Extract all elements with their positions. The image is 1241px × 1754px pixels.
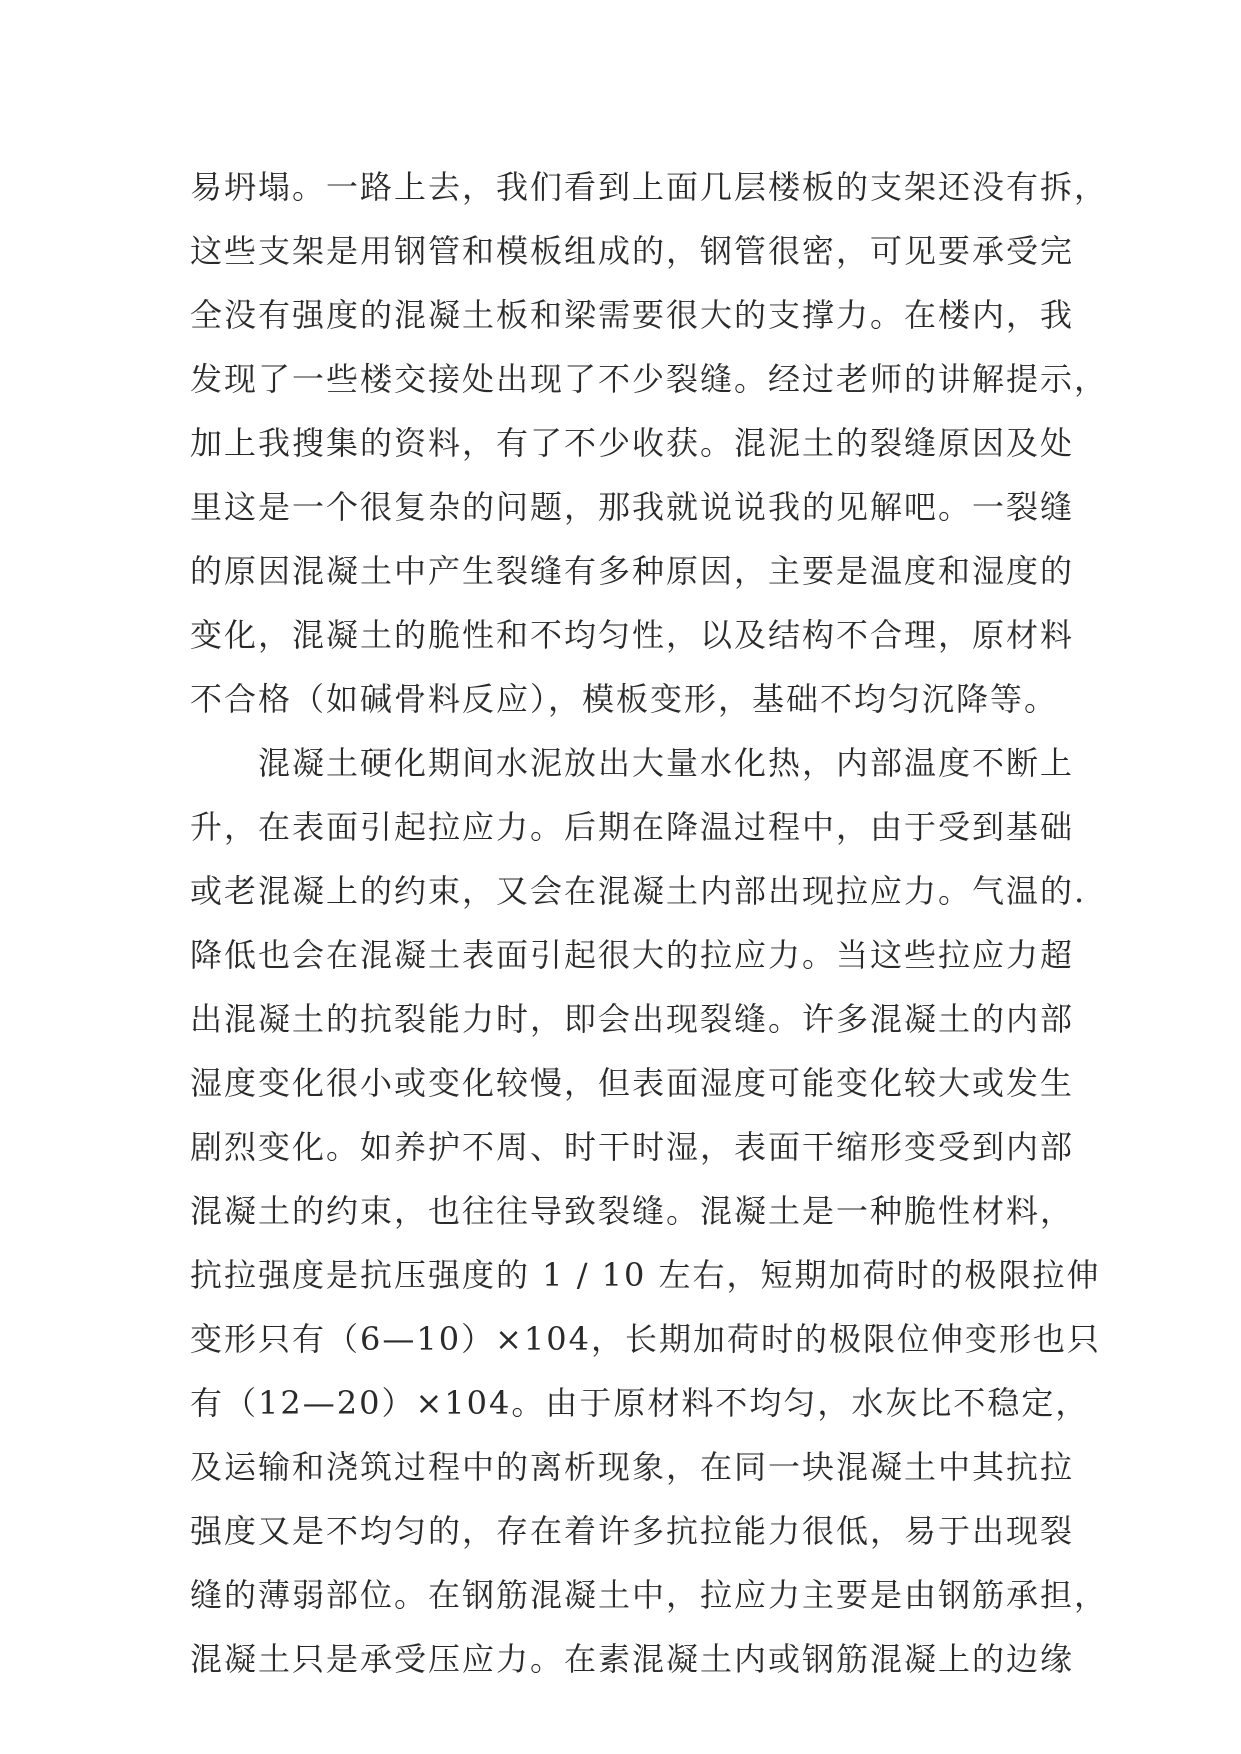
text-line: 全没有强度的混凝土板和梁需要很大的支撑力。在楼内，我 xyxy=(190,296,1075,334)
text-line: 变形只有（6—10）×104，长期加荷时的极限位伸变形也只 xyxy=(190,1320,1101,1358)
text-line: 里这是一个很复杂的问题，那我就说说我的见解吧。一裂缝 xyxy=(190,488,1075,526)
text-line: 混凝土只是承受压应力。在素混凝土内或钢筋混凝上的边缘 xyxy=(190,1640,1075,1678)
text-line: 湿度变化很小或变化较慢，但表面湿度可能变化较大或发生 xyxy=(190,1064,1075,1102)
text-line: 有（12—20）×104。由于原材料不均匀，水灰比不稳定， xyxy=(190,1384,1090,1422)
text-line: 易坍塌。一路上去，我们看到上面几层楼板的支架还没有拆， xyxy=(190,168,1109,206)
text-line: 剧烈变化。如养护不周、时干时湿，表面干缩形变受到内部 xyxy=(190,1128,1075,1166)
text-line: 这些支架是用钢管和模板组成的，钢管很密，可见要承受完 xyxy=(190,232,1075,270)
text-line: 降低也会在混凝土表面引起很大的拉应力。当这些拉应力超 xyxy=(190,936,1075,974)
body-text xyxy=(190,155,1109,1691)
text-line: 混凝土的约束，也往往导致裂缝。混凝土是一种脆性材料， xyxy=(190,1192,1075,1230)
text-line: 发现了一些楼交接处出现了不少裂缝。经过老师的讲解提示， xyxy=(190,360,1109,398)
text-line: 缝的薄弱部位。在钢筋混凝土中，拉应力主要是由钢筋承担， xyxy=(190,1576,1109,1614)
text-line: 不合格（如碱骨料反应），模板变形，基础不均匀沉降等。 xyxy=(190,680,1059,718)
text-line: 变化，混凝土的脆性和不均匀性，以及结构不合理，原材料 xyxy=(190,616,1075,654)
text-line: 升，在表面引起拉应力。后期在降温过程中，由于受到基础 xyxy=(190,808,1075,846)
text-line: 出混凝土的抗裂能力时，即会出现裂缝。许多混凝土的内部 xyxy=(190,1000,1075,1038)
text-line: 或老混凝上的约束，又会在混凝土内部出现拉应力。气温的. xyxy=(190,872,1087,910)
text-line: 加上我搜集的资料，有了不少收获。混泥土的裂缝原因及处 xyxy=(190,424,1075,462)
text-line: 及运输和浇筑过程中的离析现象，在同一块混凝土中其抗拉 xyxy=(190,1448,1075,1486)
text-line: 强度又是不均匀的，存在着许多抗拉能力很低，易于出现裂 xyxy=(190,1512,1075,1550)
text-line: 的原因混凝土中产生裂缝有多种原因，主要是温度和湿度的 xyxy=(190,552,1075,590)
text-line: 抗拉强度是抗压强度的 1 / 10 左右，短期加荷时的极限拉伸 xyxy=(190,1256,1101,1294)
text-line: 混凝土硬化期间水泥放出大量水化热，内部温度不断上 xyxy=(190,744,1075,782)
